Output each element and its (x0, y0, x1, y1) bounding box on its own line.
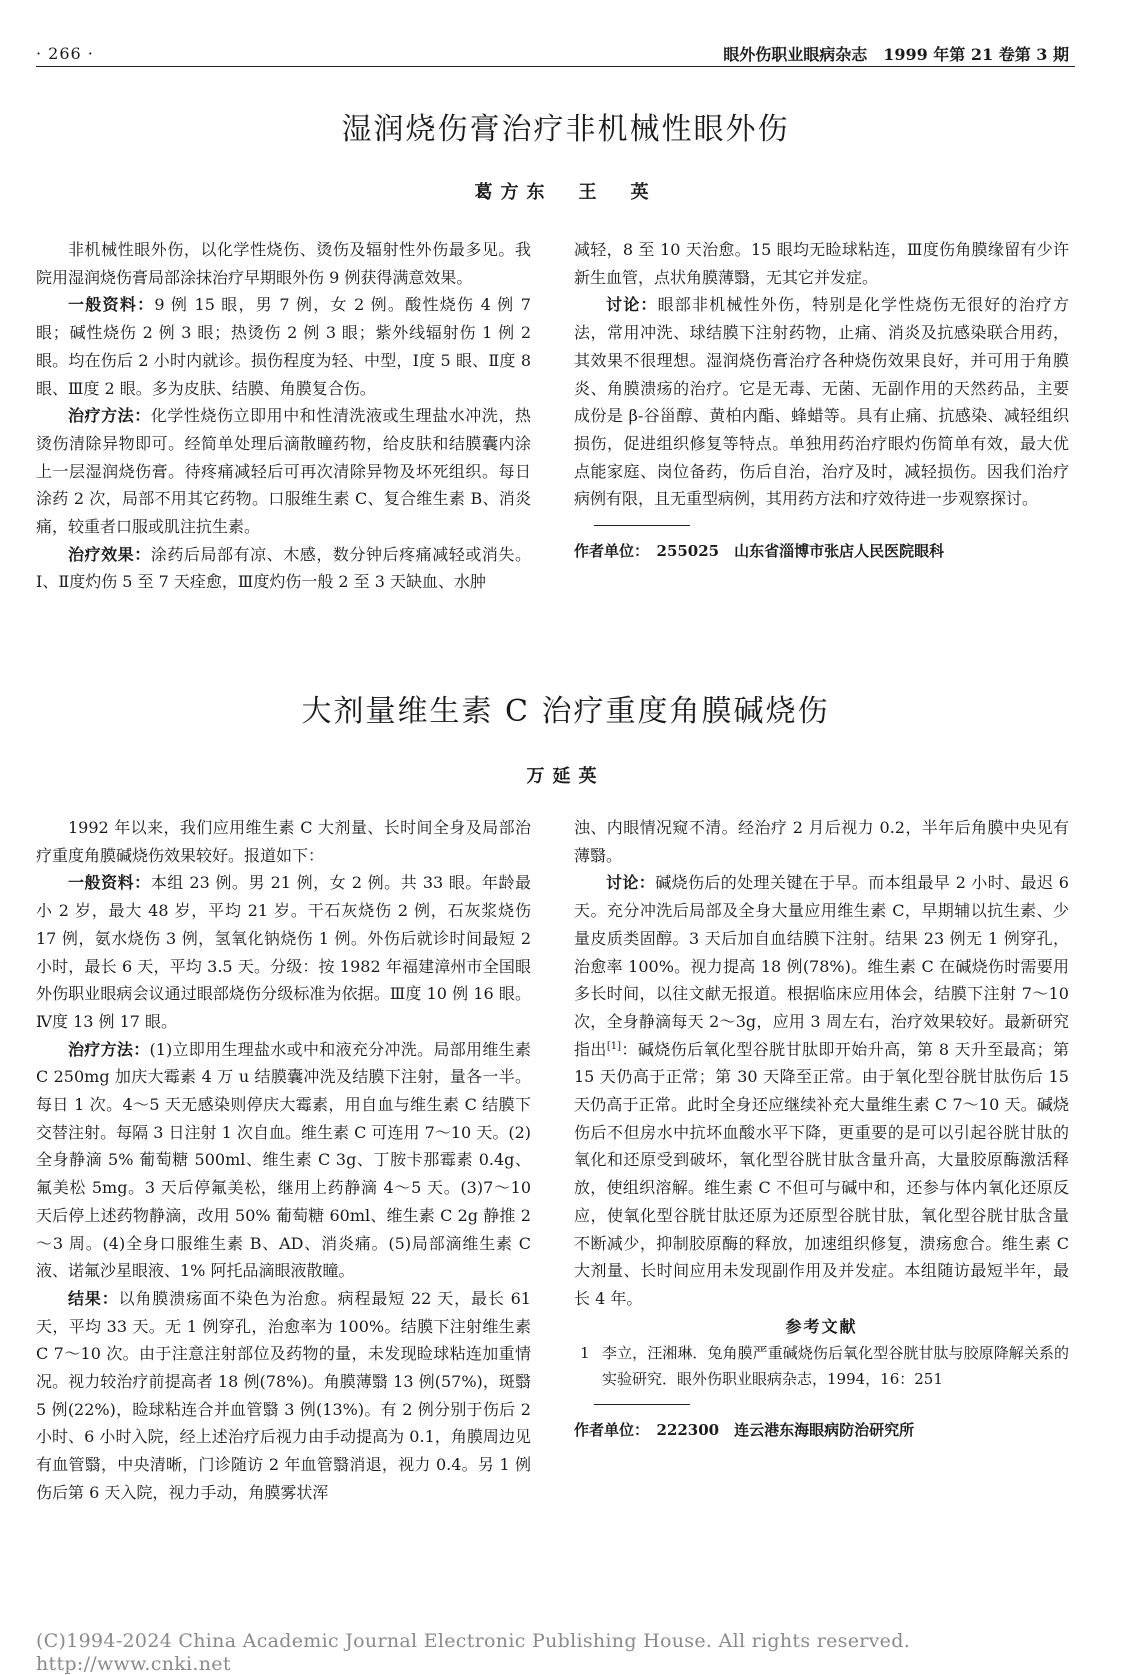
section-label: 一般资料： (68, 873, 151, 893)
article1-intro: 非机械性眼外伤，以化学性烧伤、烫伤及辐射性外伤最多见。我院用湿润烧伤膏局部涂抹治疗早期眼外伤 9 例获得满意效果。 (36, 240, 531, 287)
article1-affiliation: 作者单位： 255025 山东省淄博市张店人民医院眼科 (574, 542, 945, 561)
section-label: 结果： (68, 1288, 119, 1308)
article2-left-column (36, 814, 531, 1507)
section-text: 以角膜溃疡面不染色为治愈。病程最短 22 天，最长 61 天，平均 33 天。无 1 例穿孔，治愈率为 100%。结膜下注射维生素 C 7～10 次。由于注意注射部位及药物的量，未发现睑球粘连加重情况。视力较治疗前提高者 18 例(78%)。角膜薄翳 13 例(57%)，斑翳 5 例(22%)，睑球粘连合并血管翳 3 例(13%)。有 2 例分别于伤后 2 小时、6 小时入院，经上述治疗后视力由手动提高为 0.1，角膜周边见有血管翳，中央清晰，门诊随访 2 年血管翳消退，视力 0.4。另 1 例伤后第 6 天入院，视力手动，角膜雾状浑 (36, 1288, 531, 1502)
article1-continued-text: 减轻，8 至 10 天治愈。15 眼均无睑球粘连，Ⅲ度伤角膜缘留有少许新生血管，点状角膜薄翳，无其它并发症。 (574, 240, 1069, 287)
reference-text: 李立，汪湘琳．兔角膜严重碱烧伤后氧化型谷胱甘肽与胶原降解关系的实验研究．眼外伤职业眼病杂志，1994，16：251 (602, 1344, 1069, 1389)
article2-title: 大剂量维生素 C 治疗重度角膜碱烧伤 (301, 694, 830, 729)
article1-discussion-section (574, 291, 1069, 513)
section-text: 9 例 15 眼，男 7 例，女 2 例。酸性烧伤 4 例 7 眼；碱性烧伤 2 例 3 眼；热烫伤 2 例 3 眼；紫外线辐射伤 1 例 2 眼。均在伤后 2 小时内就诊。损伤程度为轻、中型，Ⅰ度 5 眼、Ⅱ度 8 眼、Ⅲ度 2 眼。多为皮肤、结膜、角膜复合伤。 (36, 295, 531, 398)
article2-continued-text: 浊、内眼情况窥不清。经治疗 2 月后视力 0.2，半年后角膜中央见有薄翳。 (574, 818, 1069, 865)
section-text: 碱烧伤后的处理关键在于早。而本组最早 2 小时、最迟 6 天。充分冲洗后局部及全身大量应用维生素 C，早期辅以抗生素、少量皮质类固醇。3 天后加自血结膜下注射。结果 23 例无 1 例穿孔，治愈率 100%。视力提高 18 例(78%)。维生素 C 在碱烧伤时需要用多长时间，以往文献无报道。根据临床应用体会，结膜下注射 7～10 次，全身静滴每天 2～3g，应用 3 周左右，治疗效果较好。最新研究指出 (574, 873, 1069, 1059)
article2-method-section (36, 1036, 531, 1285)
section-label: 治疗方法： (68, 1039, 150, 1059)
section-text: 化学性烧伤立即用中和性清洗液或生理盐水冲洗，热烫伤清除异物即可。经简单处理后滴散瞳药物，给皮肤和结膜囊内涂上一层湿润烧伤膏。待疼痛减轻后可再次清除异物及坏死组织。每日涂药 2 次，局部不用其它药物。口服维生素 C、复合维生素 B、消炎痛，较重者口服或肌注抗生素。 (36, 406, 531, 537)
article1-right-column (574, 236, 1069, 566)
section-text: 涂药后局部有凉、木感，数分钟后疼痛减轻或消失。Ⅰ、Ⅱ度灼伤 5 至 7 天痊愈，Ⅲ度灼伤一般 2 至 3 天缺血、水肿 (36, 544, 531, 592)
article1-left-column (36, 236, 531, 596)
article1-method-section (36, 402, 531, 541)
section-label: 讨论： (606, 295, 658, 315)
article2-result-section (36, 1285, 531, 1507)
header-rule (36, 66, 1075, 67)
affiliation-rule (594, 525, 690, 526)
article1-title: 湿润烧伤膏治疗非机械性眼外伤 (341, 112, 790, 147)
section-label: 治疗方法： (68, 406, 151, 426)
article2-affiliation: 作者单位： 222300 连云港东海眼病防治研究所 (574, 1421, 915, 1440)
section-text: (1)立即用生理盐水或中和液充分冲洗。局部用维生素 C 250mg 加庆大霉素 4 万 u 结膜囊冲洗及结膜下注射，量各一半。每日 1 次。4～5 天无感染则停庆大霉素，用自血与维生素 C 结膜下交替注射。每隔 3 日注射 1 次自血。维生素 C 可连用 7～10 天。(2)全身静滴 5% 葡萄糖 500ml、维生素 C 3g、丁胺卡那霉素 0.4g、氟美松 5mg。3 天后停氟美松，继用上药静滴 4～5 天。(3)7～10 天后停上述药物静滴，改用 50% 葡萄糖 60ml、维生素 C 2g 静推 2～3 周。(4)全身口服维生素 B、AD、消炎痛。(5)局部滴维生素 C 液、诺氟沙星眼液、1% 阿托品滴眼液散瞳。 (36, 1039, 531, 1281)
section-text: 本组 23 例。男 21 例，女 2 例。共 33 眼。年龄最小 2 岁，最大 48 岁，平均 21 岁。干石灰烧伤 2 例，石灰浆烧伤 17 例，氨水烧伤 3 例，氢氧化钠烧伤 1 例。外伤后就诊时间最短 2 小时，最长 6 天，平均 3.5 天。分级：按 1982 年福建漳州市全国眼外伤职业眼病会议通过眼部烧伤分级标准为依据。Ⅲ度 10 例 16 眼。Ⅳ度 13 例 17 眼。 (36, 873, 531, 1031)
reference-number: 1 (580, 1344, 590, 1363)
section-text: 眼部非机械性外伤，特别是化学性烧伤无很好的治疗方法，常用冲洗、球结膜下注射药物，止痛、消炎及抗感染联合用药，其效果不很理想。湿润烧伤膏治疗各种烧伤效果良好，并可用于角膜炎、角膜溃疡的治疗。它是无毒、无菌、无副作用的天然药品，主要成份是 β-谷甾醇、黄柏内酯、蜂蜡等。具有止痛、抗感染、减轻组织损伤，促进组织修复等特点。单独用药治疗眼灼伤简单有效，最大优点能家庭、岗位备药，伤后自治，治疗及时，减轻损伤。因我们治疗病例有限，且无重型病例，其用药方法和疗效待进一步观察探讨。 (574, 295, 1069, 509)
reference-item (574, 1340, 1069, 1392)
section-label: 治疗效果： (68, 544, 151, 564)
article2-intro: 1992 年以来，我们应用维生素 C 大剂量、长时间全身及局部治疗重度角膜碱烧伤效果较好。报道如下： (36, 818, 531, 865)
page-number: · 266 · (36, 44, 94, 63)
article2-right-column (574, 814, 1069, 1445)
article1-general-section (36, 291, 531, 402)
citation-marker: [1] (606, 1040, 622, 1052)
section-label: 讨论： (606, 873, 656, 893)
references-heading: 参考文献 (785, 1316, 858, 1336)
affiliation-rule (594, 1404, 690, 1405)
journal-running-head: 眼外伤职业眼病杂志 1999 年第 21 卷第 3 期 (723, 45, 1069, 64)
article2-authors: 万延英 (526, 766, 605, 787)
section-label: 一般资料： (68, 295, 155, 315)
article2-discussion-section (574, 869, 1069, 1312)
copyright-footer: (C)1994-2024 China Academic Journal Electronic Publishing House. All rights reserved. http://www.cnki.net (36, 1630, 949, 1675)
article2-general-section (36, 869, 531, 1035)
article1-effect-section (36, 541, 531, 596)
section-text: ：碱烧伤后氧化型谷胱甘肽即开始升高，第 8 天升至最高；第 15 天仍高于正常；第 30 天降至正常。由于氧化型谷胱甘肽伤后 15 天仍高于正常。此时全身还应继续补充大量维生素 C 7～10 天。碱烧伤后不但房水中抗坏血酸水平下降，更重要的是可以引起谷胱甘肽的氧化和还原受到破坏，氧化型谷胱甘肽含量升高，大量胶原酶激活释放，使组织溶解。维生素 C 不但可与碱中和，还参与体内氧化还原反应，使氧化型谷胱甘肽还原为还原型谷胱甘肽，氧化型谷胱甘肽含量不断减少，抑制胶原酶的释放，加速组织修复，溃疡愈合。维生素 C 大剂量、长时间应用未发现副作用及并发症。本组随访最短半年，最长 4 年。 (574, 1039, 1069, 1308)
article1-authors: 葛方东 王 英 (474, 182, 657, 203)
